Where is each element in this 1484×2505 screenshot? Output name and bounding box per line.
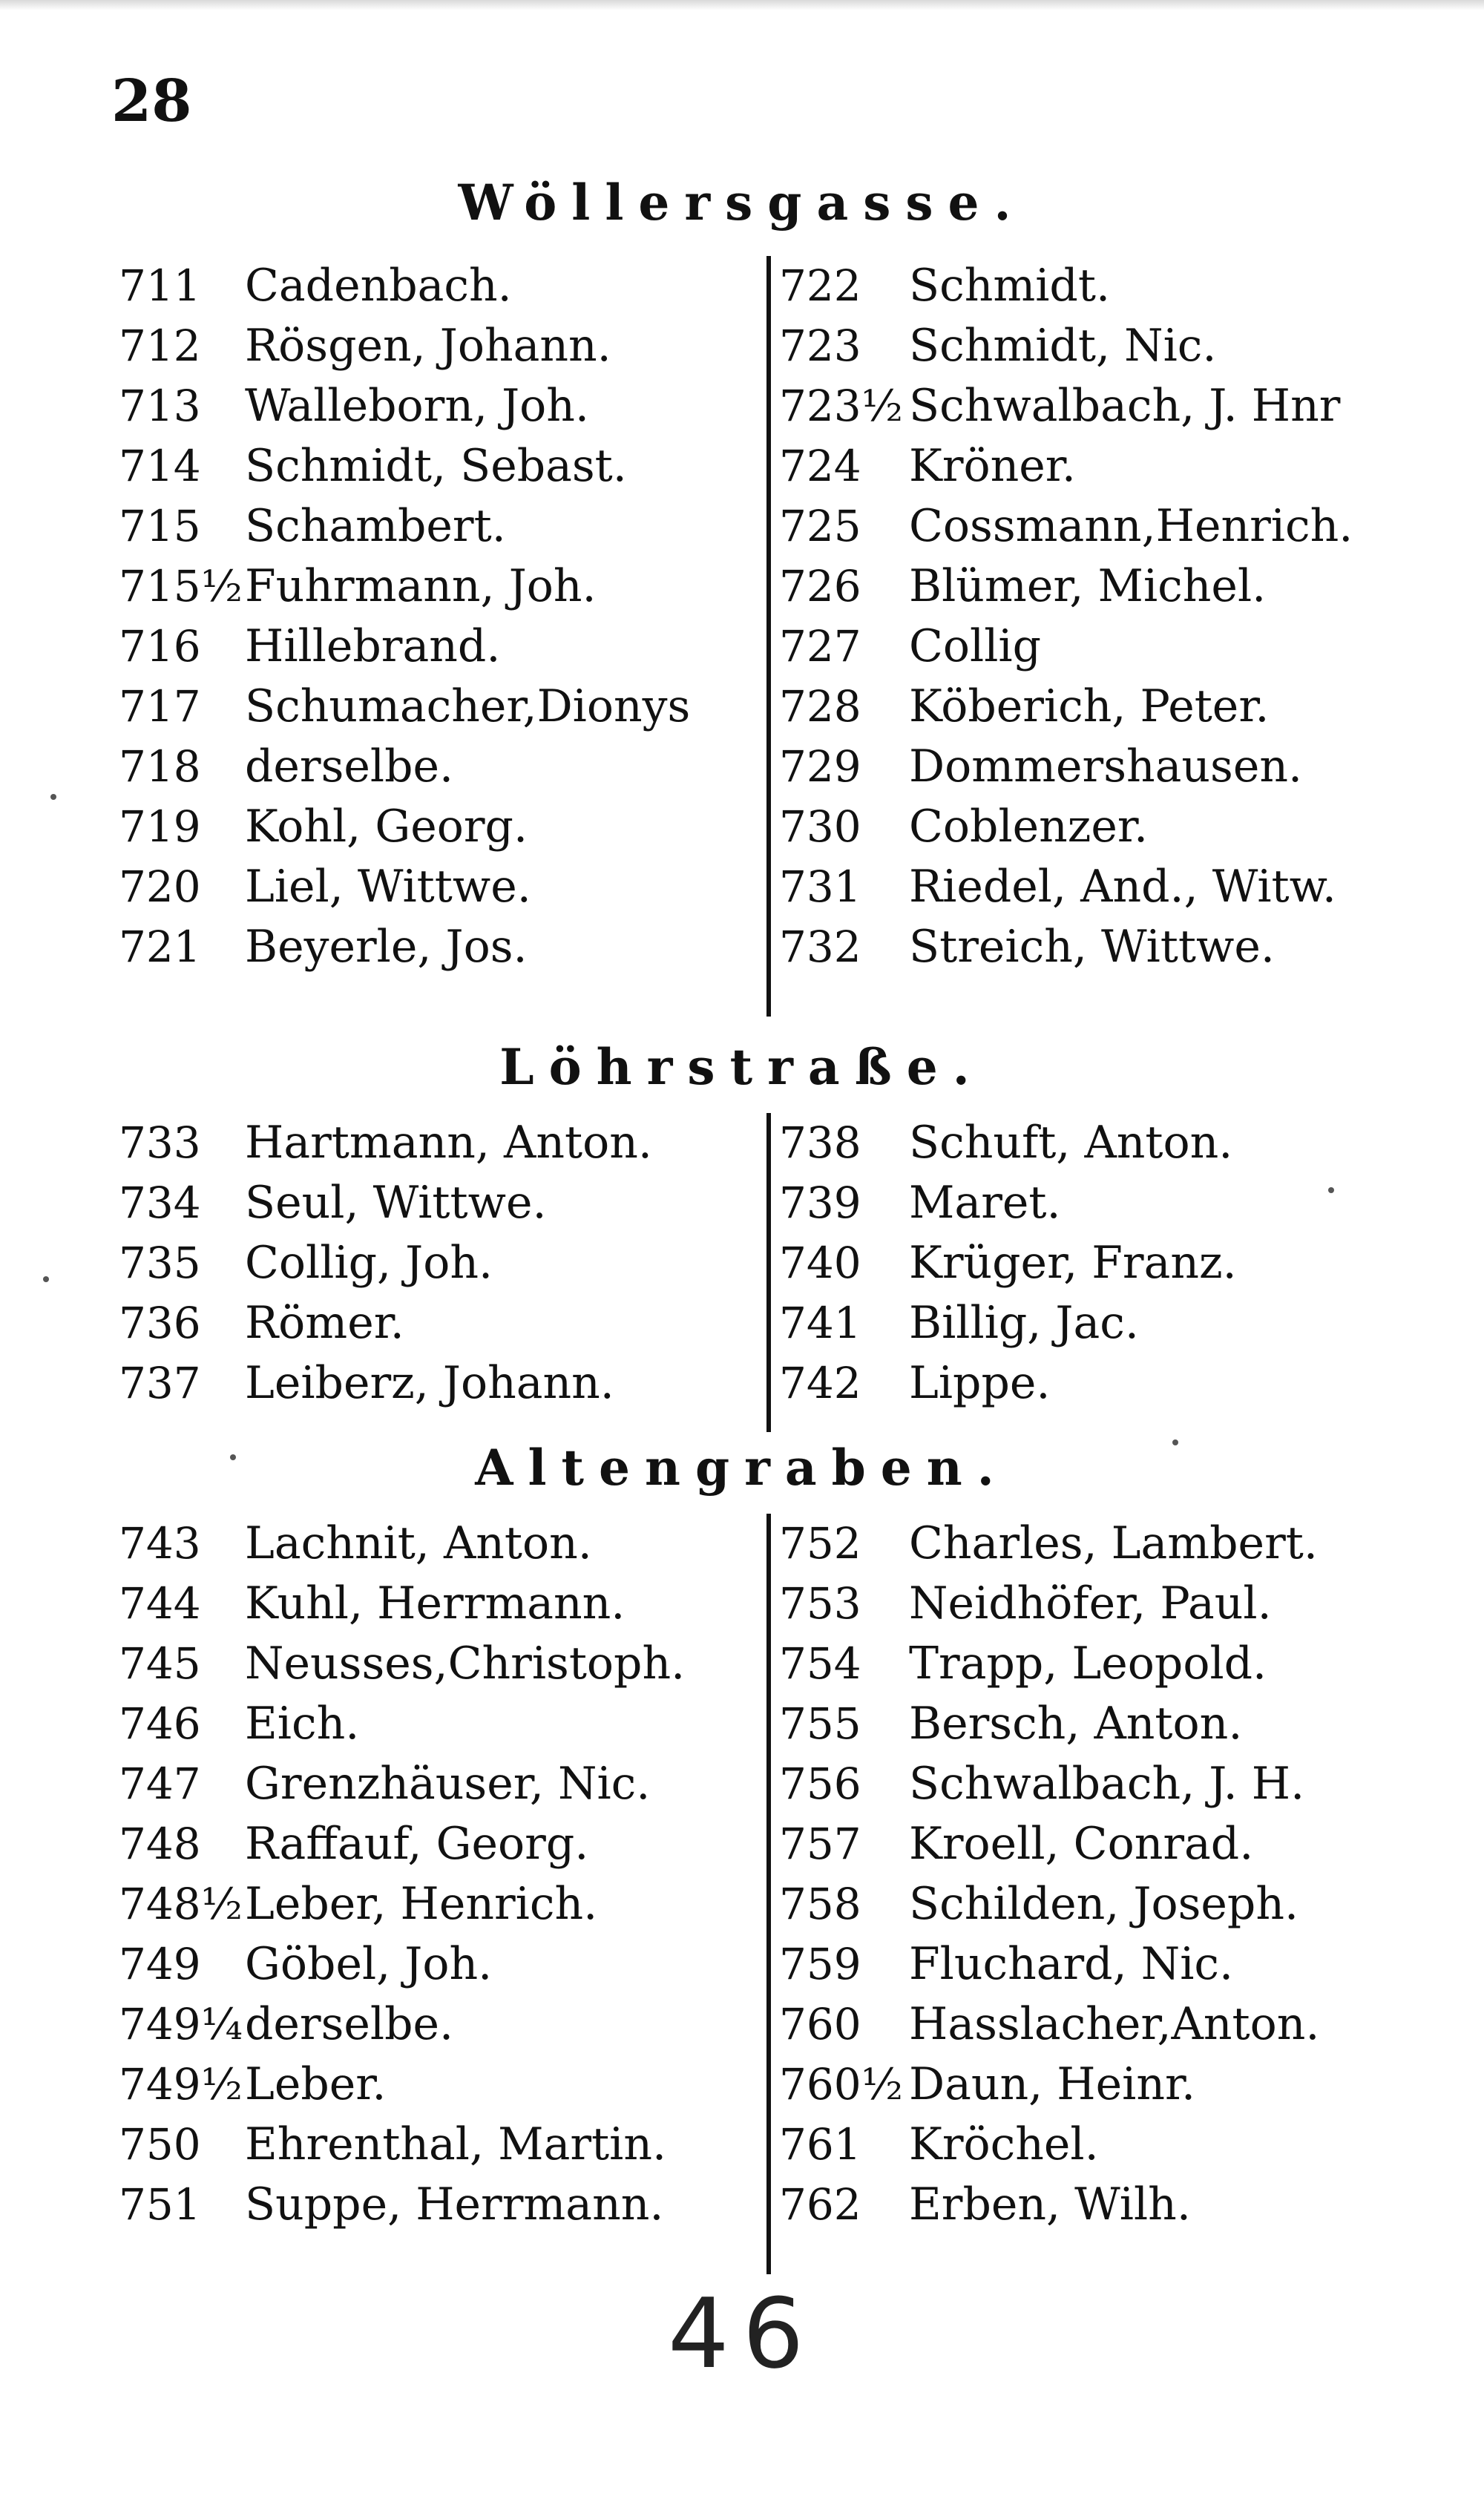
directory-entry <box>119 2115 666 2174</box>
resident-name: Kuhl, Herrmann. <box>245 1577 626 1629</box>
directory-entry <box>779 2115 1099 2174</box>
resident-name: Seul, Wittwe. <box>245 1177 547 1229</box>
house-number: 734 <box>119 1178 201 1228</box>
house-number: 718 <box>119 741 201 792</box>
handwritten-annotation: 46 <box>668 2277 818 2390</box>
resident-name: Collig <box>909 620 1042 672</box>
resident-name: Leber. <box>245 2058 387 2110</box>
directory-entry <box>779 496 1353 556</box>
house-number: 738 <box>779 1117 861 1168</box>
resident-name: Raffauf, Georg. <box>245 1818 589 1870</box>
directory-entry <box>119 1995 453 2054</box>
house-number: 717 <box>119 681 201 732</box>
house-number: 732 <box>779 922 861 972</box>
directory-entry <box>779 557 1266 616</box>
directory-entry <box>119 1634 685 1693</box>
house-number: 722 <box>779 260 861 311</box>
paper-speck <box>1172 1439 1178 1445</box>
house-number: 739 <box>779 1178 861 1228</box>
house-number: 760 <box>779 1999 861 2049</box>
resident-name: Dommershausen. <box>909 741 1303 792</box>
house-number: 720 <box>119 861 201 912</box>
resident-name: Lachnit, Anton. <box>245 1517 592 1569</box>
house-number: 745 <box>119 1638 201 1689</box>
house-number: 740 <box>779 1238 861 1288</box>
house-number: 761 <box>779 2119 861 2170</box>
directory-entry <box>119 1353 614 1413</box>
house-number: 746 <box>119 1698 201 1749</box>
house-number: 756 <box>779 1759 861 1809</box>
directory-entry <box>119 917 528 976</box>
resident-name: Trapp, Leopold. <box>909 1638 1267 1690</box>
house-number: 758 <box>779 1879 861 1929</box>
directory-entry <box>119 677 690 736</box>
resident-name: Schwalbach, J. Hnr <box>909 380 1341 432</box>
resident-name: Maret. <box>909 1177 1061 1229</box>
directory-entry <box>119 2055 386 2114</box>
resident-name: Schumacher,Dionys <box>245 680 691 732</box>
section-heading-woellersgasse: Wöllersgasse. <box>458 174 1026 232</box>
directory-entry <box>779 857 1336 916</box>
directory-entry <box>119 1514 592 1573</box>
resident-name: Leber, Henrich. <box>245 1878 598 1930</box>
resident-name: Schmidt, Sebast. <box>245 440 627 492</box>
resident-name: Fuhrmann, Joh. <box>245 560 597 612</box>
directory-entry <box>779 2175 1191 2234</box>
resident-name: Schuft, Anton. <box>909 1117 1233 1169</box>
directory-entry <box>119 857 531 916</box>
house-number: 729 <box>779 741 861 792</box>
paper-speck <box>43 1276 49 1282</box>
resident-name: Kohl, Georg. <box>245 801 528 853</box>
resident-name: Beyerle, Jos. <box>245 921 528 973</box>
directory-entry <box>119 557 597 616</box>
directory-entry <box>119 797 528 856</box>
resident-name: Köberich, Peter. <box>909 680 1270 732</box>
directory-entry <box>779 316 1216 375</box>
page-number: 28 <box>111 68 192 135</box>
resident-name: Bersch, Anton. <box>909 1698 1243 1750</box>
house-number: 735 <box>119 1238 201 1288</box>
directory-entry <box>119 617 500 676</box>
directory-entry <box>779 1934 1233 1994</box>
column-divider <box>766 1514 771 2274</box>
resident-name: Billig, Jac. <box>909 1297 1139 1349</box>
resident-name: Suppe, Herrmann. <box>245 2179 664 2230</box>
house-number: 715½ <box>119 561 243 611</box>
directory-entry <box>779 617 1041 676</box>
resident-name: Lippe. <box>909 1357 1051 1409</box>
directory-entry <box>779 1634 1267 1693</box>
house-number: 762 <box>779 2179 861 2230</box>
house-number: 715 <box>119 501 201 551</box>
directory-entry <box>119 1233 493 1293</box>
directory-entry <box>779 797 1148 856</box>
page-edge-shadow <box>0 0 1484 10</box>
resident-name: Krüger, Franz. <box>909 1237 1237 1289</box>
directory-entry <box>119 496 506 556</box>
house-number: 742 <box>779 1358 861 1408</box>
resident-name: Erben, Wilh. <box>909 2179 1191 2230</box>
resident-name: Schmidt. <box>909 260 1111 312</box>
directory-entry <box>119 316 611 375</box>
house-number: 760½ <box>779 2059 903 2110</box>
section-woellersgasse <box>0 256 1484 1017</box>
house-number: 736 <box>119 1298 201 1348</box>
resident-name: Fluchard, Nic. <box>909 1938 1234 1990</box>
house-number: 751 <box>119 2179 201 2230</box>
resident-name: Coblenzer. <box>909 801 1149 853</box>
house-number: 750 <box>119 2119 201 2170</box>
section-heading-altengraben: Altengraben. <box>475 1439 1009 1497</box>
column-divider <box>766 1113 771 1432</box>
house-number: 754 <box>779 1638 861 1689</box>
paper-speck <box>1328 1187 1334 1193</box>
resident-name: Kröner. <box>909 440 1076 492</box>
section-heading-loehrstrasse: Löhrstraße. <box>499 1038 985 1096</box>
directory-entry <box>779 1113 1232 1172</box>
house-number: 725 <box>779 501 861 551</box>
house-number: 723 <box>779 321 861 371</box>
directory-entry <box>779 1514 1318 1573</box>
house-number: 711 <box>119 260 201 311</box>
resident-name: Kröchel. <box>909 2118 1099 2170</box>
directory-entry <box>119 1694 359 1753</box>
house-number: 748½ <box>119 1879 243 1929</box>
house-number: 723½ <box>779 381 903 431</box>
house-number: 728 <box>779 681 861 732</box>
house-number: 712 <box>119 321 201 371</box>
resident-name: Cadenbach. <box>245 260 512 312</box>
directory-entry <box>119 436 627 496</box>
directory-entry <box>779 1995 1319 2054</box>
directory-entry <box>119 1934 492 1994</box>
directory-entry <box>119 1574 625 1633</box>
directory-entry <box>779 1173 1061 1232</box>
resident-name: Rösgen, Johann. <box>245 320 611 372</box>
directory-entry <box>779 256 1110 315</box>
paper-speck <box>50 794 56 800</box>
column-divider <box>766 256 771 1017</box>
resident-name: Schmidt, Nic. <box>909 320 1217 372</box>
section-altengraben <box>0 1514 1484 2274</box>
house-number: 749¼ <box>119 1999 243 2049</box>
house-number: 727 <box>779 621 861 672</box>
directory-entry <box>779 1574 1272 1633</box>
house-number: 749½ <box>119 2059 243 2110</box>
resident-name: Eich. <box>245 1698 360 1750</box>
house-number: 737 <box>119 1358 201 1408</box>
resident-name: Schambert. <box>245 500 506 552</box>
directory-entry <box>119 737 453 796</box>
paper-speck <box>230 1454 236 1460</box>
house-number: 731 <box>779 861 861 912</box>
house-number: 748 <box>119 1819 201 1869</box>
resident-name: Charles, Lambert. <box>909 1517 1318 1569</box>
directory-entry <box>779 436 1076 496</box>
directory-entry <box>119 1293 404 1353</box>
house-number: 759 <box>779 1939 861 1989</box>
directory-entry <box>119 1754 650 1813</box>
resident-name: Daun, Heinr. <box>909 2058 1196 2110</box>
house-number: 755 <box>779 1698 861 1749</box>
directory-entry <box>779 1874 1298 1934</box>
resident-name: Grenzhäuser, Nic. <box>245 1758 651 1810</box>
directory-entry <box>119 1113 652 1172</box>
house-number: 724 <box>779 441 861 491</box>
directory-entry <box>779 376 1340 436</box>
directory-entry <box>779 1353 1050 1413</box>
directory-entry <box>779 2055 1195 2114</box>
house-number: 726 <box>779 561 861 611</box>
directory-entry <box>119 376 589 436</box>
directory-entry <box>779 917 1275 976</box>
resident-name: Streich, Wittwe. <box>909 921 1275 973</box>
house-number: 716 <box>119 621 201 672</box>
directory-entry <box>779 1754 1304 1813</box>
directory-entry <box>119 1814 588 1874</box>
directory-entry <box>779 1233 1237 1293</box>
resident-name: Ehrenthal, Martin. <box>245 2118 667 2170</box>
resident-name: Neidhöfer, Paul. <box>909 1577 1272 1629</box>
resident-name: Schwalbach, J. H. <box>909 1758 1305 1810</box>
resident-name: derselbe. <box>245 1998 454 2050</box>
house-number: 753 <box>779 1578 861 1629</box>
resident-name: Collig, Joh. <box>245 1237 493 1289</box>
resident-name: Kroell, Conrad. <box>909 1818 1254 1870</box>
resident-name: Schilden, Joseph. <box>909 1878 1299 1930</box>
resident-name: Göbel, Joh. <box>245 1938 493 1990</box>
resident-name: Hillebrand. <box>245 620 501 672</box>
directory-entry <box>119 256 512 315</box>
house-number: 752 <box>779 1518 861 1569</box>
directory-entry <box>779 1694 1242 1753</box>
resident-name: Hasslacher,Anton. <box>909 1998 1320 2050</box>
resident-name: Walleborn, Joh. <box>245 380 590 432</box>
resident-name: Liel, Wittwe. <box>245 861 531 913</box>
resident-name: derselbe. <box>245 741 454 792</box>
house-number: 757 <box>779 1819 861 1869</box>
house-number: 749 <box>119 1939 201 1989</box>
resident-name: Neusses,Christoph. <box>245 1638 686 1690</box>
house-number: 743 <box>119 1518 201 1569</box>
directory-entry <box>779 1814 1253 1874</box>
house-number: 713 <box>119 381 201 431</box>
resident-name: Römer. <box>245 1297 404 1349</box>
directory-entry <box>779 737 1302 796</box>
house-number: 719 <box>119 801 201 852</box>
resident-name: Hartmann, Anton. <box>245 1117 652 1169</box>
resident-name: Riedel, And., Witw. <box>909 861 1336 913</box>
house-number: 721 <box>119 922 201 972</box>
directory-entry <box>779 677 1269 736</box>
resident-name: Blümer, Michel. <box>909 560 1267 612</box>
directory-entry <box>119 1874 597 1934</box>
house-number: 744 <box>119 1578 201 1629</box>
house-number: 714 <box>119 441 201 491</box>
house-number: 733 <box>119 1117 201 1168</box>
resident-name: Leiberz, Johann. <box>245 1357 614 1409</box>
resident-name: Cossmann,Henrich. <box>909 500 1353 552</box>
directory-entry <box>119 1173 547 1232</box>
directory-entry <box>119 2175 663 2234</box>
house-number: 747 <box>119 1759 201 1809</box>
directory-entry <box>779 1293 1139 1353</box>
house-number: 741 <box>779 1298 861 1348</box>
section-loehrstrasse <box>0 1113 1484 1432</box>
house-number: 730 <box>779 801 861 852</box>
